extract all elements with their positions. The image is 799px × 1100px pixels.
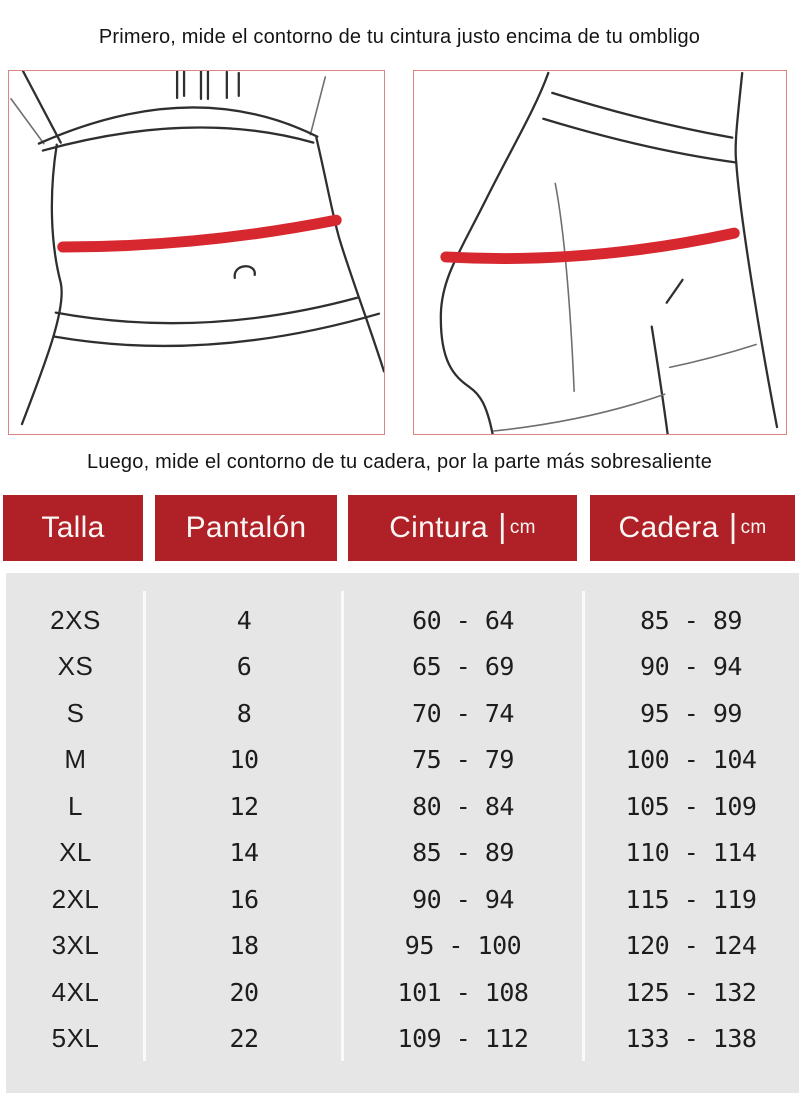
size-table-row <box>6 737 799 784</box>
column-header-label: Talla <box>41 511 105 544</box>
cadera-cell: 120 - 124 <box>625 931 757 961</box>
cintura-cell: 101 - 108 <box>397 977 529 1007</box>
pantalon-cell: 16 <box>229 884 259 914</box>
cadera-cell: 115 - 119 <box>625 884 757 914</box>
hip-figure-box <box>413 70 787 435</box>
size-table-row <box>6 876 799 923</box>
pantalon-cell: 14 <box>229 838 259 868</box>
talla-cell: S <box>66 697 85 728</box>
pantalon-cell: 10 <box>229 745 259 775</box>
unit-label: cm <box>509 517 536 538</box>
column-header-label: Cadera <box>618 511 719 544</box>
hip-figure-drawing <box>414 71 786 434</box>
cadera-cell: 100 - 104 <box>625 745 757 775</box>
talla-cell: 2XS <box>50 604 101 635</box>
cintura-cell: 109 - 112 <box>397 1024 529 1054</box>
talla-cell: 4XL <box>51 976 100 1007</box>
pantalon-cell: 8 <box>236 698 252 728</box>
column-header-cadera <box>590 495 795 561</box>
pantalon-cell: 6 <box>236 652 252 682</box>
talla-cell: 2XL <box>51 883 100 914</box>
pantalon-cell: 4 <box>236 605 252 635</box>
hip-measure-line <box>446 233 734 258</box>
pantalon-cell: 22 <box>229 1024 259 1054</box>
cadera-cell: 125 - 132 <box>625 977 757 1007</box>
size-table-row <box>6 690 799 737</box>
cintura-cell: 65 - 69 <box>412 652 514 682</box>
cintura-cell: 70 - 74 <box>412 698 514 728</box>
cintura-cell: 95 - 100 <box>404 931 522 961</box>
talla-cell: L <box>68 790 83 821</box>
talla-cell: 3XL <box>51 930 100 961</box>
column-header-label: Pantalón <box>185 511 307 544</box>
cintura-cell: 75 - 79 <box>412 745 514 775</box>
size-table-row <box>6 830 799 877</box>
size-table-rows <box>6 573 799 1062</box>
cadera-cell: 105 - 109 <box>625 791 757 821</box>
cadera-cell: 90 - 94 <box>640 652 742 682</box>
cintura-cell: 60 - 64 <box>412 605 514 635</box>
size-table-row <box>6 597 799 644</box>
waist-measure-line <box>63 220 336 247</box>
cadera-cell: 133 - 138 <box>625 1024 757 1054</box>
unit-separator: | <box>498 507 507 544</box>
column-header-cintura <box>348 495 577 561</box>
waist-instruction-text: Primero, mide el contorno de tu cintura justo encima de tu ombligo <box>98 26 701 48</box>
talla-cell: 5XL <box>51 1023 100 1054</box>
unit-label: cm <box>740 517 767 538</box>
cadera-cell: 110 - 114 <box>625 838 757 868</box>
cadera-cell: 95 - 99 <box>640 698 742 728</box>
size-table <box>6 573 799 1093</box>
cadera-cell: 85 - 89 <box>640 605 742 635</box>
column-header-label: Cintura <box>389 511 488 544</box>
size-table-row <box>6 969 799 1016</box>
size-table-row <box>6 923 799 970</box>
unit-separator: | <box>728 507 738 544</box>
pantalon-cell: 20 <box>229 977 259 1007</box>
talla-cell: M <box>64 744 87 775</box>
cintura-cell: 80 - 84 <box>412 791 514 821</box>
waist-figure-drawing <box>9 71 384 434</box>
cintura-cell: 85 - 89 <box>412 838 514 868</box>
size-table-row <box>6 644 799 691</box>
waist-figure-box <box>8 70 385 435</box>
size-table-row <box>6 783 799 830</box>
hip-instruction-text: Luego, mide el contorno de tu cadera, por la parte más sobresaliente <box>86 451 713 473</box>
pantalon-cell: 12 <box>229 791 259 821</box>
cintura-cell: 90 - 94 <box>412 884 514 914</box>
size-table-row <box>6 1016 799 1063</box>
pantalon-cell: 18 <box>229 931 259 961</box>
talla-cell: XL <box>59 837 92 868</box>
column-header-talla <box>3 495 143 561</box>
column-header-pantalon <box>155 495 337 561</box>
talla-cell: XS <box>57 651 94 682</box>
